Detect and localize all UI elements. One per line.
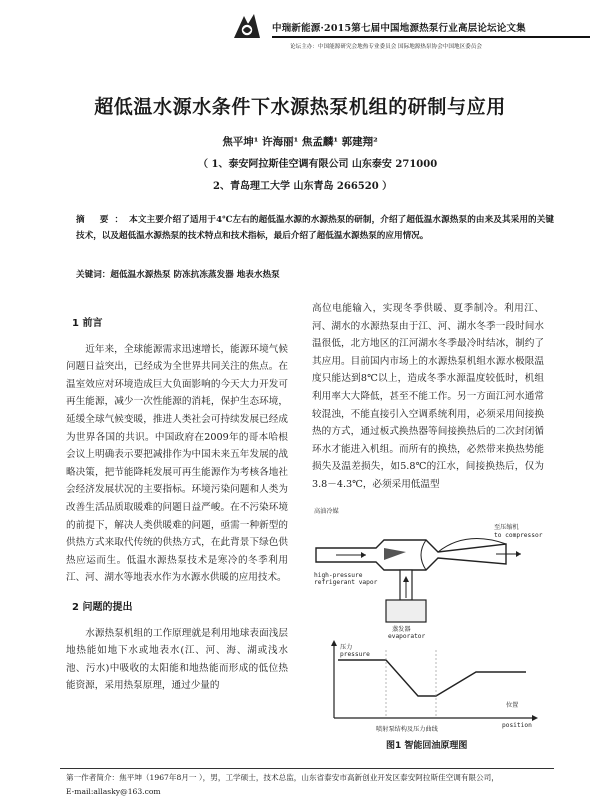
figure-label-comp-en: to compressor (494, 532, 543, 539)
figure-1 (306, 500, 552, 756)
affiliation-2: 2、青岛理工大学 山东青岛 266520 ） (213, 181, 393, 192)
figure-label-pressure-cn: 压力 (340, 644, 353, 651)
right-column (312, 300, 544, 494)
journal-logo-icon (230, 10, 264, 44)
figure-label-evap-en: evaporator (388, 633, 426, 640)
journal-header-subtitle: 论坛主办：中国能源研究会地热专业委员会 国际地源热泵协会中国地区委员会 (290, 44, 482, 50)
section-paragraph-problem: 水源热泵机组的工作原理就是利用地球表面浅层地热能如地下水或地表水(江、河、海、湖或浅水池、污水)中吸收的太阳能和地热能而形成的低位热能资源，采用热泵原理，通过少量的 (66, 627, 288, 692)
abstract-label: 摘 要： (76, 215, 130, 225)
footnote-line-1: 第一作者简介：焦平坤（1967年8月一 ），男，工学硕士，技术总监，山东省泰安市高新创业开发区泰安阿拉斯佳空调有限公司， (66, 773, 499, 782)
paper-authors: 焦平坤¹ 许海丽¹ 焦孟麟¹ 郭建翔² (222, 136, 378, 148)
journal-header (230, 8, 590, 56)
figure-label-high-cn: 高油冷媒 (314, 508, 339, 515)
figure-label-position-en: position (502, 722, 532, 729)
keywords (76, 268, 554, 280)
footnote-rule (60, 768, 554, 769)
keywords-label: 关键词： (76, 270, 111, 280)
keywords-text: 超低温水源热泵 防冻抗冻蒸发器 地表水热泵 (110, 270, 280, 280)
affiliation-1: （ 1、泰安阿拉斯佳空调有限公司 山东泰安 271000 (198, 159, 438, 170)
left-column (66, 311, 288, 695)
section-heading-problem: 2 问题的提出 (72, 601, 133, 613)
figure-label-evap-cn: 蒸发器 (392, 626, 411, 633)
figure-caption: 图1 智能回油原理图 (386, 741, 468, 751)
section-paragraph-intro: 近年来，全球能源需求迅速增长，能源环境气候问题日益突出，已经成为全世界共同关注的焦点。在温室效应对环境造成巨大负面影响的今天大力开发可再生能源，减少一次性能源的消耗，保护生态环境，延缓全球气候变暖，推进人类社会可持续发展已经成为世界各国的共识。中国政府在2009年的哥本哈根会议上明确表示要把减排作为中国未来五年发展的战略决策，把节能降耗发展可再生能源作为考核各地社会经济发展状况的主要指标。环境污染问题和人类为改善生活品质取暖难的问题日益严峻。在不污染环境的前提下，解决人类供暖难的问题，亟需一种新型的供热方式来取代传统的供热方式，在此背景下绿色供热应运而生。低温水源热泵技术是寒冷的冬季利用江、河、湖水等地表水作为水源水供暖的应用技术。 (66, 343, 288, 584)
figure-label-comp-cn: 至压缩机 (494, 524, 519, 531)
author-footnote (66, 771, 554, 799)
journal-header-title: 中瑞新能源·2015第七届中国地源热泵行业高层论坛论文集 (272, 23, 526, 34)
figure-label-position-cn: 位置 (506, 702, 519, 709)
header-rule (272, 36, 590, 38)
section-heading-intro: 1 前言 (72, 318, 103, 329)
paper-title: 超低温水源水条件下水源热泵机组的研制与应用 (94, 96, 506, 118)
figure-label-high-en: high-pressure refrigerant vapor (314, 572, 378, 586)
figure-label-pressure-en: pressure (340, 651, 370, 658)
figure-inner-label: 喷射泵结构及压力曲线 (376, 726, 438, 733)
abstract-text: 本文主要介绍了适用于4℃左右的超低温水源的水源热泵的研制，介绍了超低温水源热泵的由来及其采用的关键技术，以及超低温水源热泵的技术特点和技术指标，最后介绍了超低温水源热泵的应用情况。 (76, 215, 555, 241)
footnote-email: E-mail:allasky@163.com (66, 787, 161, 796)
right-column-paragraph: 高位电能输入，实现冬季供暖、夏季制冷。利用江、河、湖水的水源热泵由于江、河、湖水冬季一段时间水温很低，北方地区的江河湖水冬季最冷时结冰，制约了其应用。目前国内市场上的水源热泵机组水源水极限温度只能达到8℃以上，造成冬季水源温度较低时，机组利用率大大降低，甚至不能工作。另一方面江河水通常较混浊，不能直接引入空调系统利用，必须采用间接换热的方式，通过板式换热器等间接换热后的二次封闭循环水才能进入机组。而所有的换热，必然带来换热势能损失及温差损失，如5.8℃的江水，间接换热后，仅为3.8－4.3℃，必须采用低温型 (312, 303, 544, 490)
abstract (76, 212, 554, 244)
